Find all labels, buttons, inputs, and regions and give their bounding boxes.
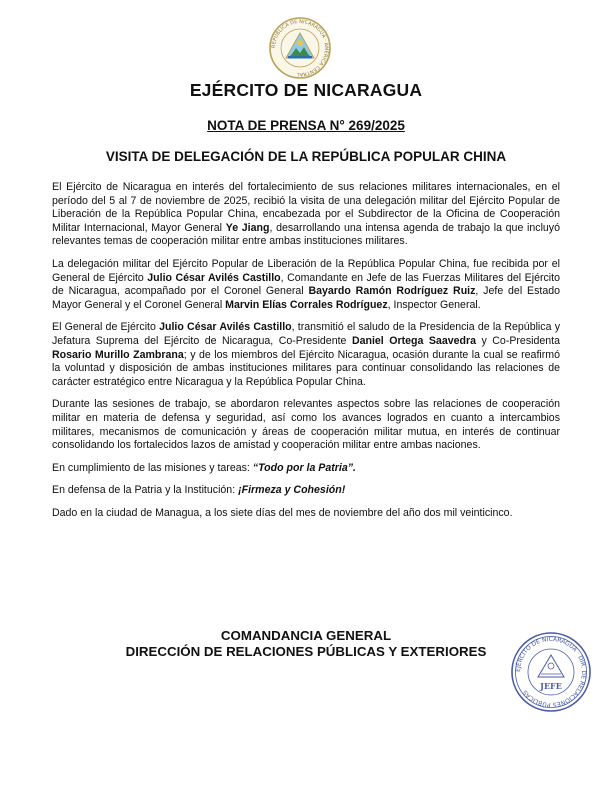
headline: VISITA DE DELEGACIÓN DE LA REPÚBLICA POPULAR CHINA	[105, 149, 507, 164]
person-name: Daniel Ortega Saavedra	[351, 334, 476, 347]
paragraph-text: , Jefe del Estado Mayor General y el Coronel General	[52, 285, 560, 311]
organization-name: EJÉRCITO DE NICARAGUA	[189, 80, 423, 100]
paragraph-text: ; y de los miembros del Ejército Nicaragua, ocasión durante la cual se reafirmó la voluntad y disposición de ambas instituciones militares para continuar consolidando las relaciones de carácter estratégico entre Nicaragua y la República Popular China.	[52, 348, 560, 388]
stamp-ring-text: EJÉRCITO DE NICARAGUA · DIR. DE RELACIONES PÚBLICAS	[514, 635, 588, 709]
motto: “Todo por la Patria”.	[252, 461, 356, 474]
paragraph-text: La delegación militar del Ejército Popular de Liberación de la República Popular China, fue recibida por el General de Ejército	[52, 257, 560, 284]
slogan: ¡Firmeza y Cohesión!	[238, 484, 346, 497]
paragraph-text: En defensa de la Patria y la Institución:	[52, 484, 239, 497]
paragraph-4: Durante las sesiones de trabajo, se abordaron relevantes aspectos sobre las relaciones de cooperación militar en materia de defensa y seguridad, así como los avances logrados en cuanto a intercambios militares, mecanismos de comunicación y áreas de cooperación militar mutua, en interés de continuar consolidando los fortalecidos lazos de amistad y cooperación militar entre ambas naciones.	[52, 398, 560, 452]
paragraph-2	[52, 258, 560, 312]
paragraph-text: y Co-Presidenta	[475, 334, 560, 347]
signature-line-1: COMANDANCIA GENERAL	[220, 628, 392, 643]
paragraph-3	[52, 321, 560, 389]
person-name: Bayardo Ramón Rodríguez Ruiz	[308, 285, 476, 298]
paragraph-text: En cumplimiento de las misiones y tareas:	[52, 461, 253, 474]
person-name: Rosario Murillo Zambrana	[52, 348, 184, 361]
person-name: Marvin Elías Corrales Rodríguez	[225, 298, 388, 311]
person-name: Julio César Avilés Castillo	[159, 321, 292, 334]
stamp-center-text: JEFE	[540, 681, 562, 691]
person-name: Ye Jiang	[225, 221, 270, 234]
paragraph-text: , transmitió el saludo de la Presidencia de la República y Jefatura Suprema del Ejército de Nicaragua, Co-Presidente	[52, 321, 560, 347]
press-release-body	[52, 181, 560, 534]
press-release-number: NOTA DE PRENSA N° 269/2025	[207, 118, 405, 133]
motto-paragraph	[52, 462, 560, 476]
national-seal-icon	[268, 16, 332, 80]
signature-line-2: DIRECCIÓN DE RELACIONES PÚBLICAS Y EXTERIORES	[125, 643, 487, 659]
official-stamp-icon	[509, 630, 593, 714]
paragraph-text: El General de Ejército	[52, 321, 160, 334]
paragraph-text: , Comandante en Jefe de las Fuerzas Militares del Ejército de Nicaragua, acompañado por el Coronel General	[52, 271, 560, 298]
person-name: Julio César Avilés Castillo	[147, 271, 281, 284]
seal-ring-text: REPÚBLICA DE NICARAGUA · AMÉRICA CENTRAL	[270, 18, 330, 78]
paragraph-text: , Inspector General.	[387, 298, 481, 311]
paragraph-text: El Ejército de Nicaragua en interés del fortalecimiento de sus relaciones militares internacionales, en el período del 5 al 7 de noviembre de 2025, recibió la visita de una delegación militar del Ejército Popular de Liberación de la República Popular China, encabezada por el Subdirector de la Oficina de Cooperación Militar Internacional, Mayor General	[52, 181, 560, 234]
paragraph-1	[52, 181, 560, 249]
paragraph-text: , desarrollando una intensa agenda de trabajo la que incluyó relevantes temas de cooperación militar entre ambas instituciones militares.	[52, 221, 560, 248]
slogan-paragraph	[52, 484, 560, 498]
closing-paragraph: Dado en la ciudad de Managua, a los siete días del mes de noviembre del año dos mil veinticinco.	[52, 506, 513, 519]
